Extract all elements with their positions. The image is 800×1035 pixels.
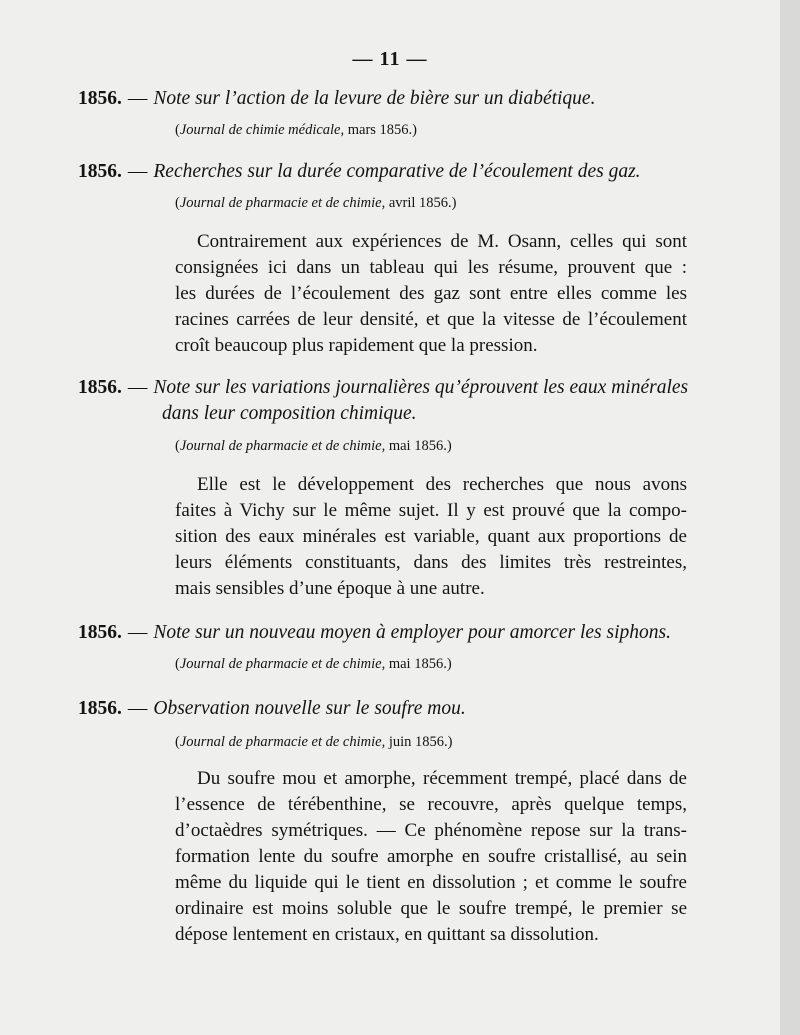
entry-dash: —	[127, 161, 148, 182]
journal-name: Journal de pharmacie et de chimie,	[179, 656, 386, 672]
summary-line: croît beaucoup plus rapidement que la pression.	[175, 335, 538, 356]
entry-title	[78, 620, 718, 646]
entry-title-text: Observation nouvelle sur le soufre mou.	[153, 698, 466, 719]
page-number: — 11 —	[352, 48, 428, 70]
entry-year: 1856.	[78, 622, 122, 643]
journal-date: mai 1856.)	[388, 438, 452, 454]
journal-date: avril 1856.)	[388, 195, 457, 211]
journal-reference: (Journal de pharmacie et de chimie, juin 1856.)	[175, 734, 453, 750]
journal-name: Journal de chimie médicale,	[179, 122, 345, 138]
entry-year: 1856.	[78, 161, 122, 182]
entry-title	[78, 375, 718, 427]
journal-date: mars 1856.)	[347, 122, 418, 138]
summary-line: ordinaire est moins soluble que le soufre trempé, le premier se	[175, 898, 687, 919]
entry-title-text: Note sur les variations journalières qu’éprouvent les eaux minérales	[153, 377, 689, 398]
journal-reference: (Journal de pharmacie et de chimie, mai 1856.)	[175, 656, 452, 672]
entry-summary	[175, 766, 687, 948]
summary-line: les durées de l’écoulement des gaz sont entre elles comme les	[175, 283, 687, 304]
summary-line: racines carrées de leur densité, et que la vitesse de l’écoulement	[175, 309, 687, 330]
summary-line: formation lente du soufre amorphe en soufre cristallisé, au sein	[175, 846, 687, 867]
entry-title-text: Note sur l’action de la levure de bière sur un diabétique.	[153, 88, 596, 109]
summary-line: l’essence de térébenthine, se recouvre, après quelque temps,	[175, 794, 687, 815]
entry-title-text: Recherches sur la durée comparative de l’écoulement des gaz.	[153, 161, 641, 182]
entry-title	[78, 86, 718, 112]
summary-line: même du liquide qui le tient en dissolution ; et comme le soufre	[175, 872, 687, 893]
summary-line: Contrairement aux expériences de M. Osann, celles qui sont	[197, 231, 687, 252]
summary-line: faites à Vichy sur le même sujet. Il y est prouvé que la compo-	[175, 500, 687, 521]
summary-line: Du soufre mou et amorphe, récemment trempé, placé dans de	[197, 768, 687, 789]
entry-year: 1856.	[78, 698, 122, 719]
summary-line: Elle est le développement des recherches que nous avons	[197, 474, 687, 495]
summary-line: mais sensibles d’une époque à une autre.	[175, 578, 485, 599]
journal-name: Journal de pharmacie et de chimie,	[179, 195, 386, 211]
entry-year: 1856.	[78, 377, 122, 398]
summary-line: d’octaèdres symétriques. — Ce phénomène repose sur la trans-	[175, 820, 687, 841]
entry-title-text: Note sur un nouveau moyen à employer pour amorcer les siphons.	[153, 622, 671, 643]
summary-line: consignées ici dans un tableau qui les résume, prouvent que :	[175, 257, 687, 278]
journal-reference: (Journal de pharmacie et de chimie, mai 1856.)	[175, 438, 452, 454]
entry-title	[78, 159, 718, 185]
page-edge	[780, 0, 800, 1035]
journal-name: Journal de pharmacie et de chimie,	[179, 734, 386, 750]
summary-line: leurs éléments constituants, dans des limites très restreintes,	[175, 552, 687, 573]
entry-summary	[175, 229, 687, 359]
entry-dash: —	[127, 377, 148, 398]
journal-name: Journal de pharmacie et de chimie,	[179, 438, 386, 454]
journal-reference: (Journal de chimie médicale, mars 1856.)	[175, 122, 418, 138]
entry-title-continuation: dans leur composition chimique.	[162, 403, 417, 424]
summary-line: sition des eaux minérales est variable, quant aux proportions de	[175, 526, 687, 547]
entry-year: 1856.	[78, 88, 122, 109]
entry-dash: —	[127, 698, 148, 719]
entry-dash: —	[127, 88, 148, 109]
journal-date: juin 1856.)	[388, 734, 453, 750]
entry-summary	[175, 472, 687, 602]
entry-dash: —	[127, 622, 148, 643]
journal-reference: (Journal de pharmacie et de chimie, avril 1856.)	[175, 195, 457, 211]
summary-line: dépose lentement en cristaux, en quittant sa dissolution.	[175, 924, 599, 945]
journal-date: mai 1856.)	[388, 656, 452, 672]
entry-title	[78, 696, 718, 722]
